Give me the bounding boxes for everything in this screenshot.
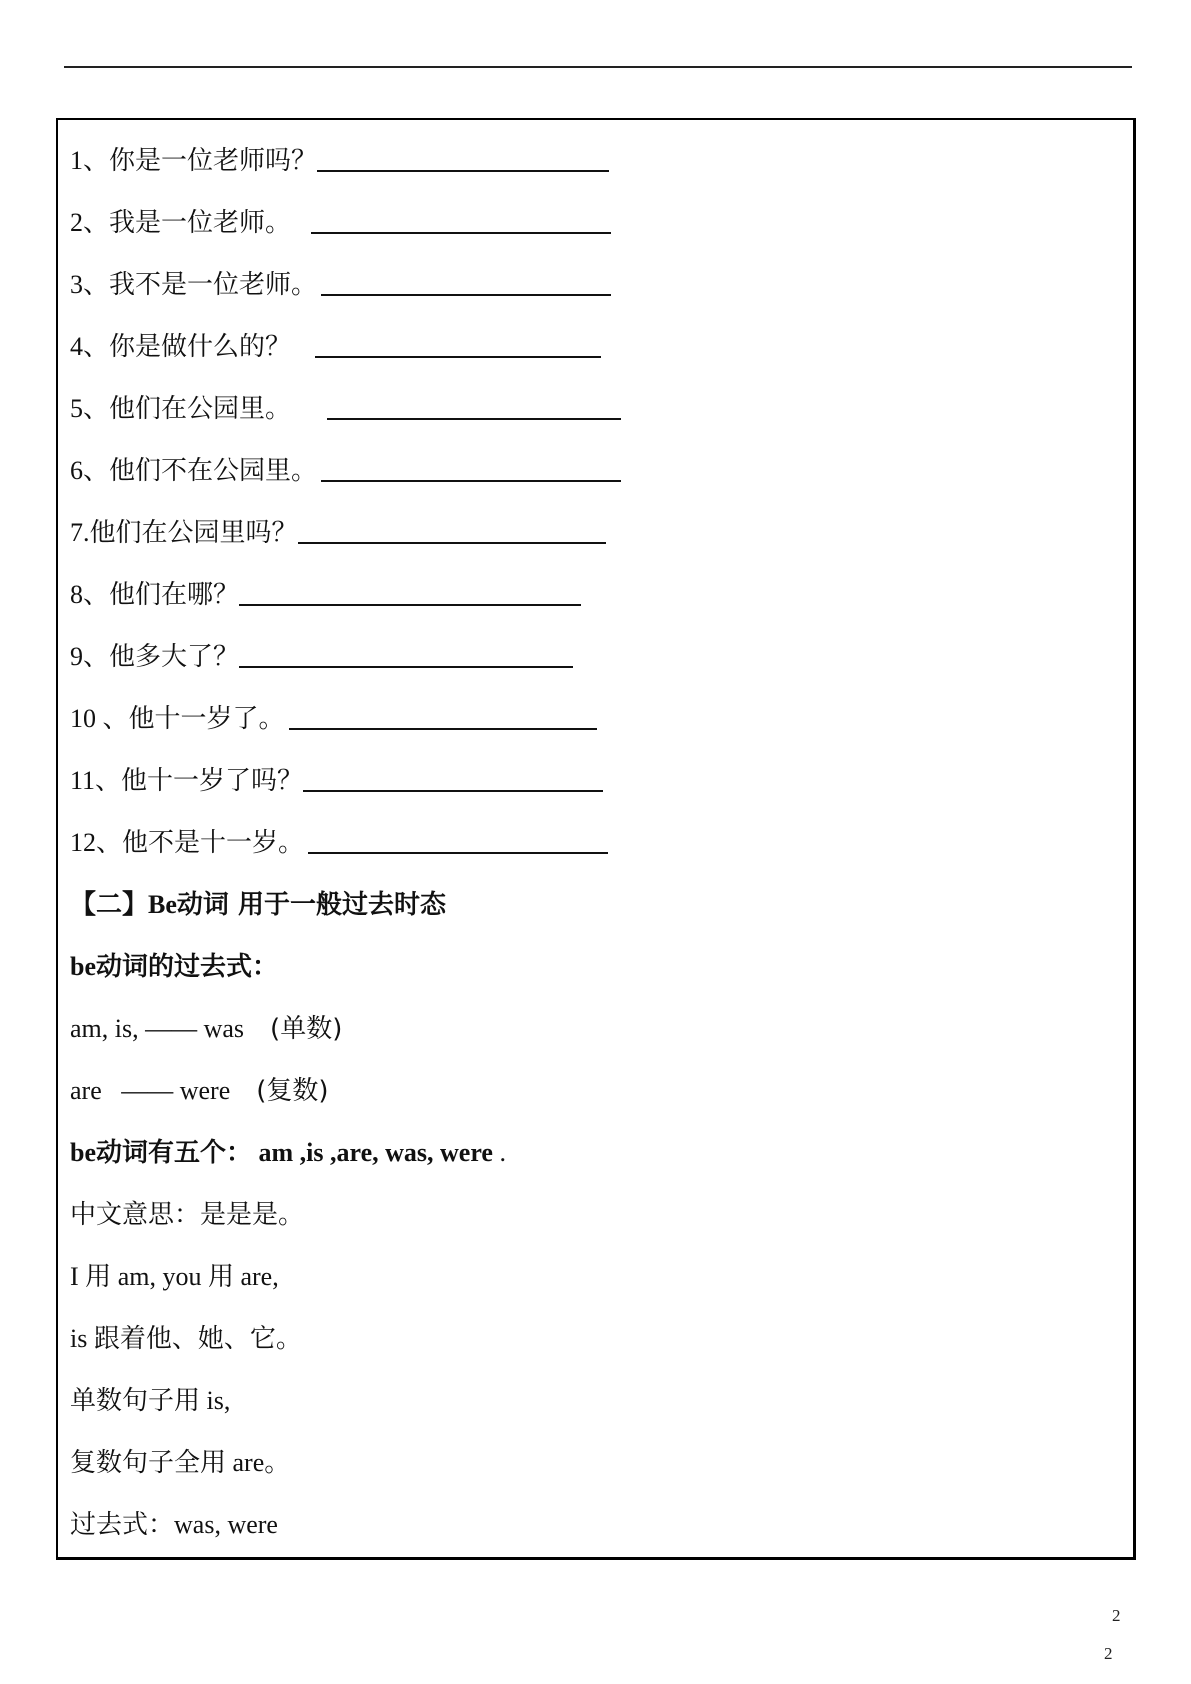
exercise-number: 12、: [70, 828, 123, 858]
exercise-prompt: 他们在公园里吗？: [89, 518, 298, 549]
exercise-number: 6、: [70, 456, 110, 486]
exercise-prompt: 我不是一位老师。: [109, 270, 318, 301]
exercise-prompt: 我是一位老师。: [109, 208, 292, 239]
exercise-prompt: 他多大了？: [109, 642, 240, 673]
rhyme-zh: 跟着他、她、它。: [93, 1324, 302, 1355]
five-be-tail: .: [492, 1138, 506, 1168]
exercise-row-3: [70, 260, 611, 300]
section-heading: [70, 880, 446, 920]
sub-heading: [70, 942, 278, 982]
five-be-label-zh: 动词有五个：: [96, 1138, 253, 1169]
exercise-number: 1、: [70, 146, 110, 176]
exercise-number: 11、: [70, 766, 122, 796]
exercise-number: 2、: [70, 208, 110, 238]
exercise-prompt: 你是一位老师吗？: [109, 146, 318, 177]
past-form-singular: [70, 1004, 342, 1044]
answer-blank[interactable]: [308, 851, 608, 854]
exercise-row-1: [70, 136, 609, 176]
answer-blank[interactable]: [303, 789, 603, 792]
exercise-number: 8、: [70, 580, 110, 610]
answer-blank[interactable]: [321, 293, 611, 296]
exercise-row-2: [70, 198, 611, 238]
rhyme-en: is,: [200, 1386, 231, 1416]
rhyme-en: am, you: [111, 1262, 208, 1292]
exercise-prompt: 他们不在公园里。: [109, 456, 318, 487]
sub-heading-be: be: [70, 952, 96, 982]
exercise-row-11: [70, 756, 603, 796]
rhyme-line-1: [70, 1190, 304, 1230]
answer-blank[interactable]: [289, 727, 597, 730]
rhyme-en: are,: [233, 1262, 279, 1292]
answer-blank[interactable]: [239, 603, 581, 606]
rhyme-zh: 用: [207, 1262, 234, 1293]
rhyme-en: was, were: [174, 1510, 278, 1540]
rhyme-zh: 复数句子全用: [70, 1448, 227, 1479]
exercise-prompt: 他十一岁了。: [128, 704, 285, 735]
heading-bracket: 【二】: [70, 890, 149, 921]
rhyme-zh: 单数句子用: [70, 1386, 201, 1417]
five-be-label-be: be: [70, 1138, 96, 1168]
rhyme-line-5: [70, 1438, 290, 1478]
past-form-en: are —— were: [70, 1076, 231, 1106]
exercise-row-12: [70, 818, 608, 858]
heading-rest: 动词 用于一般过去时态: [176, 890, 446, 921]
rhyme-en: is: [70, 1324, 94, 1354]
rhyme-zh: 过去式：: [70, 1510, 175, 1541]
answer-blank[interactable]: [239, 665, 573, 668]
rhyme-line-4: [70, 1376, 230, 1416]
rhyme-en: are。: [226, 1448, 291, 1478]
answer-blank[interactable]: [298, 541, 606, 544]
past-form-zh: (复数): [256, 1076, 329, 1107]
exercise-number: 9、: [70, 642, 110, 672]
exercise-number: 3、: [70, 270, 110, 300]
exercise-row-10: [70, 694, 597, 734]
answer-blank[interactable]: [315, 355, 601, 358]
answer-blank[interactable]: [317, 169, 609, 172]
exercise-row-8: [70, 570, 581, 610]
rhyme-line-6: [70, 1500, 278, 1540]
exercise-row-9: [70, 632, 573, 672]
exercise-prompt: 他们在哪？: [109, 580, 240, 611]
exercise-number: 4、: [70, 332, 110, 362]
header-rule: [64, 66, 1132, 68]
exercise-number: 5、: [70, 394, 110, 424]
answer-blank[interactable]: [311, 231, 611, 234]
past-form-zh: (单数): [270, 1014, 343, 1045]
rhyme-line-3: [70, 1314, 302, 1354]
exercise-number: 10 、: [70, 704, 129, 734]
sub-heading-rest: 动词的过去式：: [96, 952, 279, 983]
exercise-prompt: 他不是十一岁。: [122, 828, 305, 859]
exercise-row-4: [70, 322, 601, 362]
exercise-row-6: [70, 446, 621, 486]
answer-blank[interactable]: [321, 479, 621, 482]
rhyme-en: I: [70, 1262, 86, 1292]
exercise-prompt: 他十一岁了吗？: [121, 766, 304, 797]
page-number-footer: 2: [1104, 1644, 1113, 1663]
heading-be: Be: [148, 890, 177, 920]
exercise-row-7: [70, 508, 606, 548]
five-be-verbs: [70, 1128, 506, 1168]
exercise-prompt: 你是做什么的？: [109, 332, 292, 363]
answer-blank[interactable]: [327, 417, 621, 420]
exercise-prompt: 他们在公园里。: [109, 394, 292, 425]
five-be-list: am ,is ,are, was, were: [252, 1138, 493, 1168]
worksheet-box: [56, 118, 1136, 1560]
exercise-number: 7.: [70, 518, 90, 548]
rhyme-line-2: [70, 1252, 279, 1292]
past-form-en: am, is, —— was: [70, 1014, 245, 1044]
exercise-row-5: [70, 384, 621, 424]
rhyme-text: 中文意思：是是是。: [70, 1200, 305, 1231]
page-number: 2: [1112, 1606, 1121, 1625]
rhyme-zh: 用: [85, 1262, 112, 1293]
past-form-plural: [70, 1066, 329, 1106]
